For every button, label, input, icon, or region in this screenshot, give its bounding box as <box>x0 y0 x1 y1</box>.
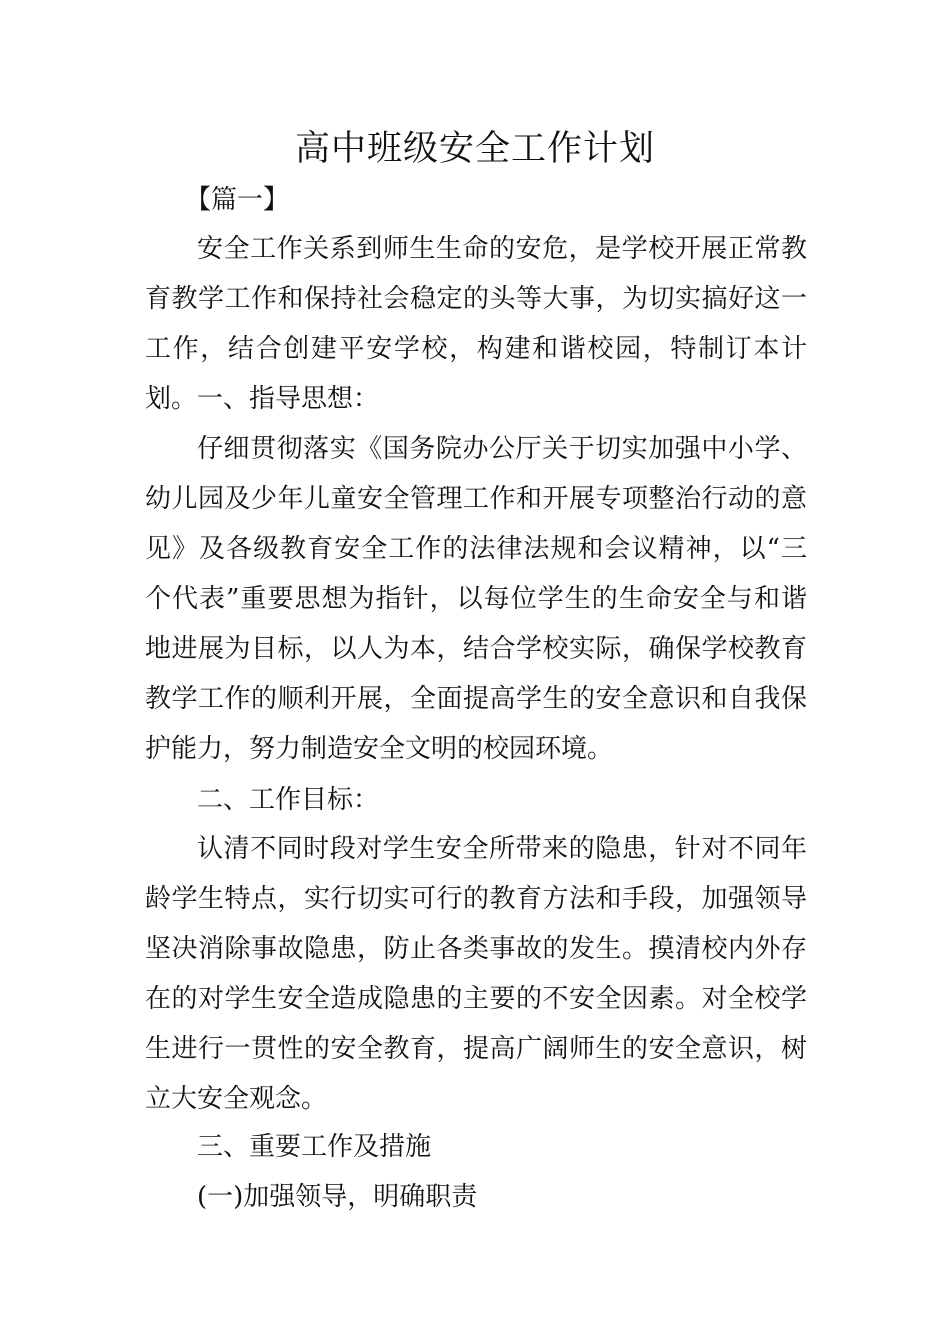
subheading-leadership: (一)加强领导，明确职责 <box>197 1182 478 1212</box>
section-tag: 【篇一】 <box>185 185 290 215</box>
document-title: 高中班级安全工作计划 <box>294 129 655 169</box>
heading-main-work-measures: 三、重要工作及措施 <box>197 1132 432 1162</box>
paragraph-work-goals: 认清不同时段对学生安全所带来的隐患，针对不同年龄学生特点，实行切实可行的教育方法和手段，加强领导坚决消除事故隐患，防止各类事故的发生。摸清校内外存在的对学生安全造成隐患的主要的不安全因素。对全校学生进行一贯性的安全教育，提高广阔师生的安全意识，树立大安全观念。 <box>145 834 807 1114</box>
paragraph-guiding-thought: 仔细贯彻落实《国务院办公厅关于切实加强中小学、幼儿园及少年儿童安全管理工作和开展专项整治行动的意见》及各级教育安全工作的法律法规和会议精神，以“三个代表”重要思想为指针，以每位学生的生命安全与和谐地进展为目标，以人为本，结合学校实际，确保学校教育教学工作的顺利开展，全面提高学生的安全意识和自我保护能力，努力制造安全文明的校园环境。 <box>145 434 807 764</box>
heading-work-goals: 二、工作目标： <box>197 785 380 815</box>
paragraph-intro: 安全工作关系到师生生命的安危，是学校开展正常教育教学工作和保持社会稳定的头等大事，为切实搞好这一工作，结合创建平安学校，构建和谐校园，特制订本计划。 <box>145 234 807 414</box>
heading-guiding-thought: 一、指导思想： <box>197 384 380 414</box>
